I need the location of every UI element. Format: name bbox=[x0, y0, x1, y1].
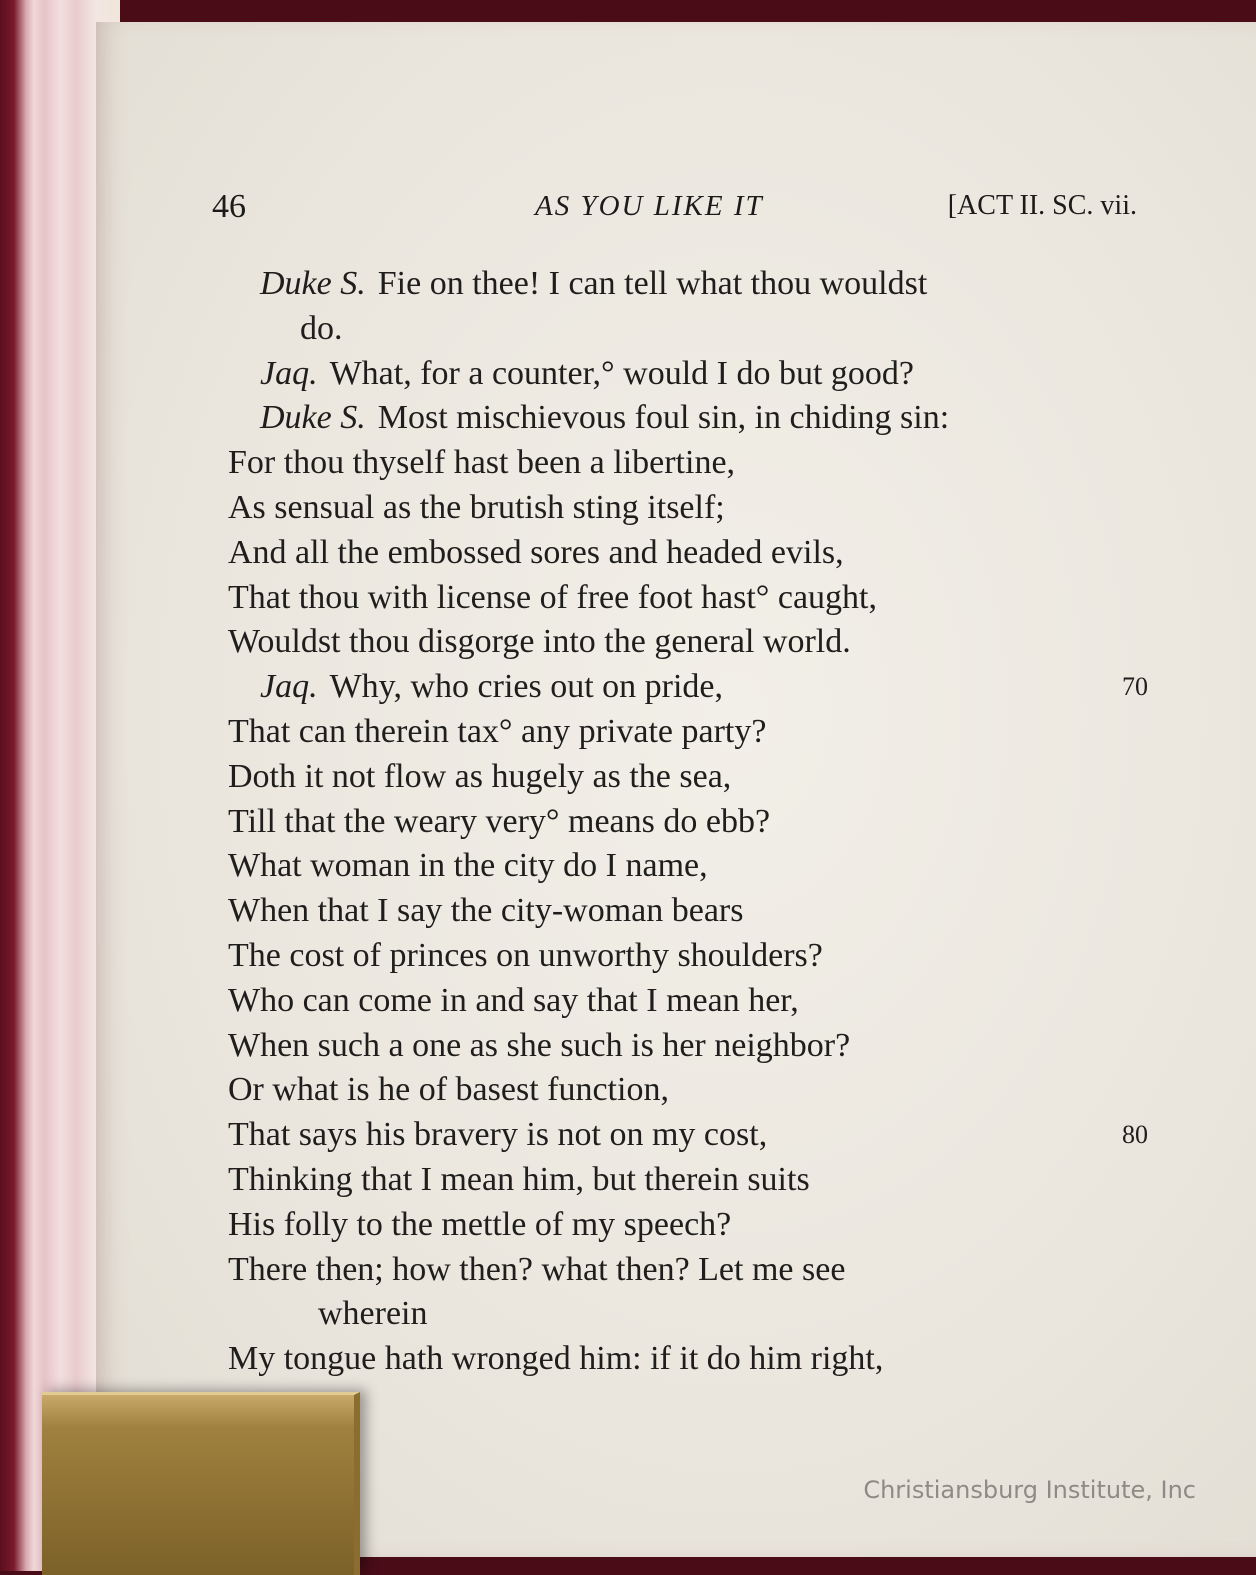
act-scene-label: [ACT II. SC. vii. bbox=[947, 190, 1137, 221]
text-line bbox=[228, 1113, 1148, 1158]
page-number: 46 bbox=[212, 188, 246, 225]
line-text: His folly to the mettle of my speech? bbox=[228, 1205, 732, 1243]
text-line bbox=[228, 979, 1148, 1024]
text-line bbox=[228, 889, 1148, 934]
speaker-name: Duke S. bbox=[260, 265, 366, 302]
text-line bbox=[228, 1203, 1148, 1248]
text-line bbox=[228, 1248, 1148, 1293]
line-text: There then; how then? what then? Let me see bbox=[228, 1250, 846, 1288]
running-title: AS YOU LIKE IT bbox=[535, 190, 764, 222]
line-text: wherein bbox=[318, 1295, 428, 1333]
text-line bbox=[228, 1292, 1148, 1337]
text-line bbox=[228, 396, 1148, 441]
line-text: My tongue hath wronged him: if it do him right, bbox=[228, 1340, 884, 1378]
line-text: Or what is he of basest function, bbox=[228, 1071, 669, 1109]
line-text: What, for a counter,° would I do but good? bbox=[329, 354, 915, 392]
text-line bbox=[228, 1024, 1148, 1069]
line-text: Till that the weary very° means do ebb? bbox=[228, 802, 771, 840]
text-line bbox=[228, 800, 1148, 845]
speaker-name: Jaq. bbox=[260, 354, 318, 392]
line-text: And all the embossed sores and headed evils, bbox=[228, 533, 844, 571]
line-text: Doth it not flow as hugely as the sea, bbox=[228, 757, 732, 795]
text-line bbox=[228, 441, 1148, 486]
line-text: That says his bravery is not on my cost, bbox=[228, 1116, 768, 1154]
running-head bbox=[212, 188, 1137, 228]
line-number: 70 bbox=[1122, 672, 1148, 702]
line-text: Why, who cries out on pride, bbox=[329, 668, 724, 706]
line-number: 80 bbox=[1122, 1120, 1148, 1150]
line-text: Fie on thee! I can tell what thou wouldst bbox=[377, 265, 928, 302]
line-text: Who can come in and say that I mean her, bbox=[228, 981, 799, 1019]
line-text: As sensual as the brutish sting itself; bbox=[228, 488, 725, 526]
watermark-text: Christiansburg Institute, Inc bbox=[863, 1476, 1196, 1504]
line-text: Wouldst thou disgorge into the general world. bbox=[228, 623, 851, 661]
text-line bbox=[228, 1158, 1148, 1203]
speaker-name: Jaq. bbox=[260, 668, 318, 706]
text-line bbox=[228, 352, 1148, 397]
speaker-name: Duke S. bbox=[260, 399, 366, 437]
text-line bbox=[228, 576, 1148, 621]
text-line bbox=[228, 665, 1148, 710]
text-line bbox=[228, 486, 1148, 531]
text-line bbox=[228, 1068, 1148, 1113]
text-line bbox=[228, 710, 1148, 755]
line-text: What woman in the city do I name, bbox=[228, 847, 708, 885]
line-text: That thou with license of free foot hast° caught, bbox=[228, 578, 878, 616]
line-text: Thinking that I mean him, but therein suits bbox=[228, 1160, 810, 1198]
brass-clip bbox=[42, 1392, 360, 1575]
line-text: When that I say the city-woman bears bbox=[228, 892, 744, 930]
text-line bbox=[228, 620, 1148, 665]
text-line bbox=[228, 755, 1148, 800]
play-text bbox=[228, 262, 1148, 1382]
line-text: When such a one as she such is her neighbor? bbox=[228, 1026, 851, 1064]
text-line bbox=[228, 531, 1148, 576]
text-line bbox=[228, 844, 1148, 889]
text-line bbox=[228, 934, 1148, 979]
line-text: That can therein tax° any private party? bbox=[228, 712, 767, 750]
line-text: The cost of princes on unworthy shoulders? bbox=[228, 936, 823, 974]
text-line bbox=[228, 1337, 1148, 1382]
line-text: Most mischievous foul sin, in chiding sin: bbox=[377, 399, 950, 437]
line-text: For thou thyself hast been a libertine, bbox=[228, 444, 736, 482]
text-line bbox=[228, 262, 1148, 307]
text-line bbox=[228, 307, 1148, 352]
line-text: do. bbox=[300, 309, 343, 347]
